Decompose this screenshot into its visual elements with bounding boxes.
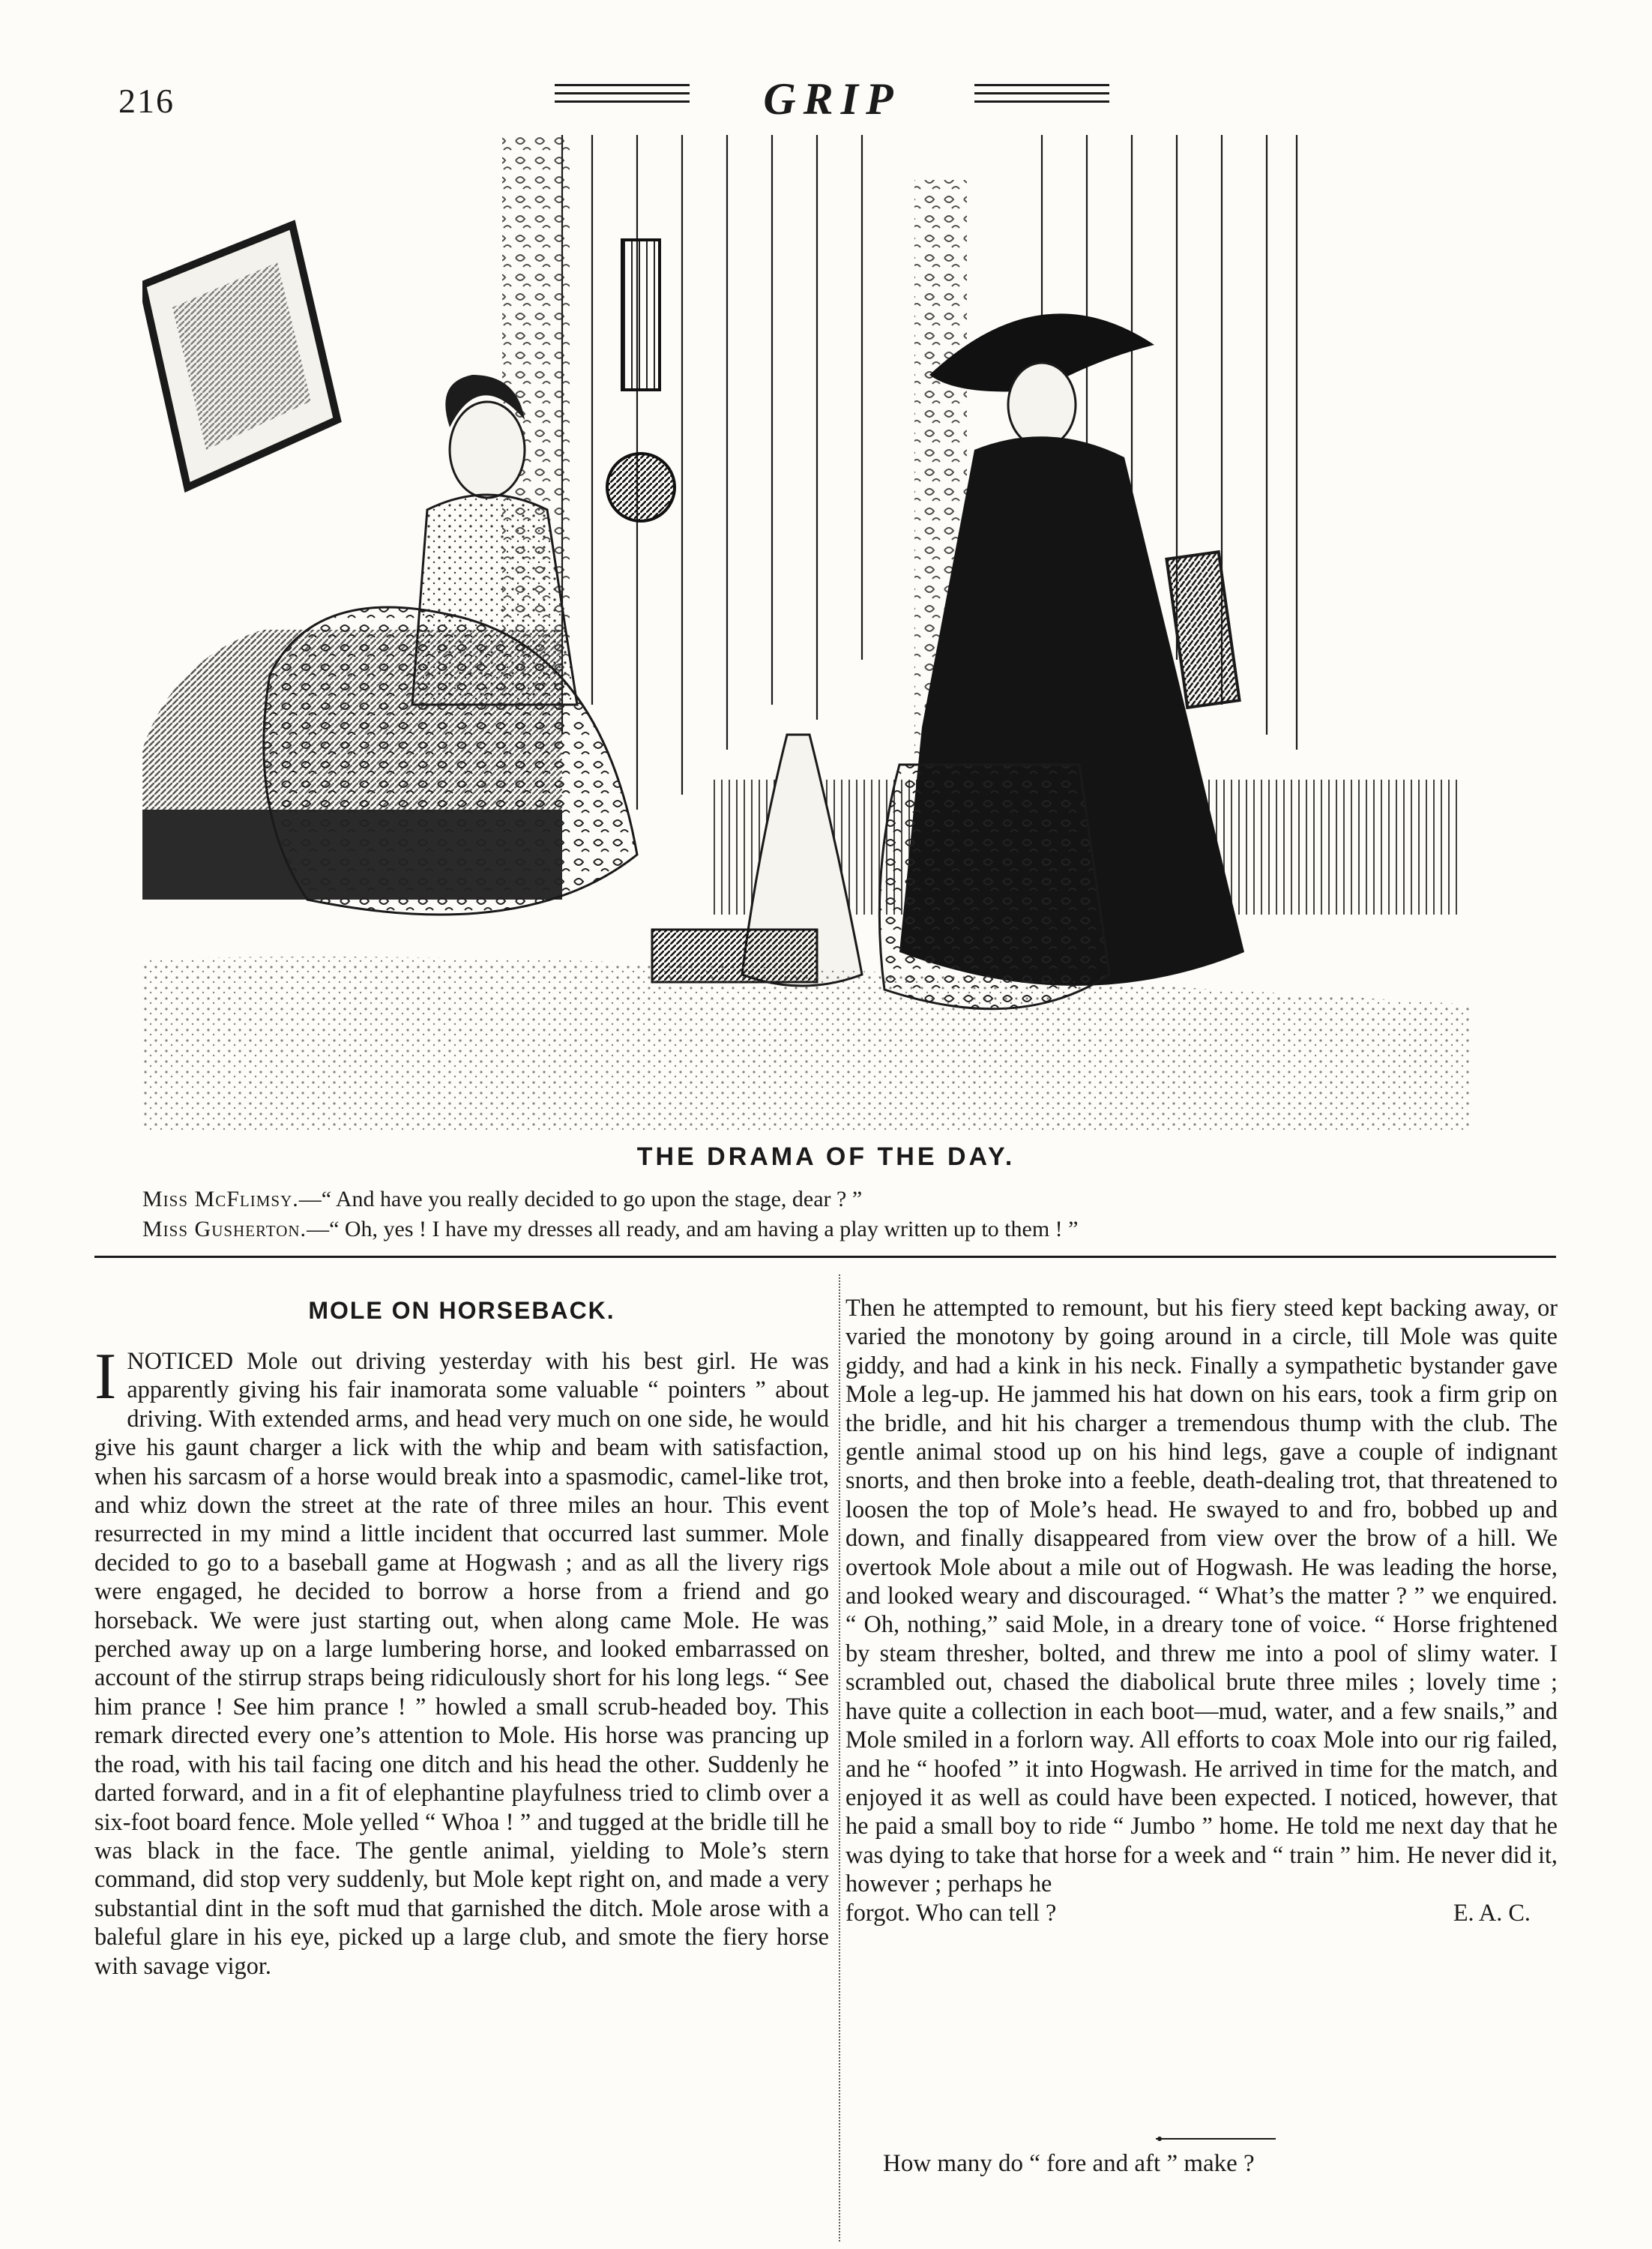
column-divider xyxy=(839,1274,840,2242)
article-body-left: NOTICED Mole out driving yesterday with his best girl. He was apparently giving his fair inamorata some valuable “ pointers ” about driving. With extended arms, and head very much on one side, he would give his gaunt charger a lick with the whip and beam with satisfaction, when his sarcasm of a horse would break into a spasmodic, camel-like trot, and whiz down the street at the rate of three miles an hour. This event resurrected in my mind a little incident that occurred last summer. Mole decided to go to a baseball game at Hogwash ; and as all the livery rigs were engaged, he decided to borrow a horse from a friend and go horseback. We were just starting out, when along came Mole. He was perched away up on a large lumbering horse, and looked embarrassed on account of the stirrup straps being ridiculously short for his long legs. “ See him prance ! See him prance ! ” howled a small scrub-headed boy. This remark directed every one’s attention to Mole. His horse was prancing up the road, with his tail facing one ditch and his head the other. Suddenly he darted forward, and in a fit of elephantine playfulness tried to climb over a six-foot board fence. Mole yelled “ Whoa ! ” and tugged at the bridle till he was black in the face. The gentle animal, yielding to Mole’s stern command, did stop very suddenly, but Mole kept right on, and made a very substantial dint in the soft mud that garnished the ditch. Mole arose with a baleful glare in his eye, picked up a large club, and smote the fiery horse with savage vigor. xyxy=(94,1347,829,1979)
caption-title: THE DRAMA OF THE DAY. xyxy=(636,1142,1016,1171)
riddle-text: How many do “ fore and aft ” make ? xyxy=(883,2150,1255,2177)
picture-frame xyxy=(142,225,337,487)
separator-rule xyxy=(1156,2138,1276,2140)
section-rule xyxy=(94,1256,1556,1258)
masthead xyxy=(555,73,1109,126)
engraving-illustration xyxy=(142,135,1469,1132)
page-number: 216 xyxy=(118,82,175,120)
article-heading: MOLE ON HORSEBACK. xyxy=(308,1297,615,1324)
article-signoff xyxy=(845,1898,1558,1927)
dialogue-line xyxy=(142,1184,1078,1214)
article-body-right: Then he attempted to remount, but his fiery steed kept backing away, or varied the monotony by going around in a circle, till Mole was quite giddy, and had a kink in his neck. Finally a sympathetic bystander gave Mole a leg-up. He jammed his hat down on his ears, took a firm grip on the bridle, and hit his charger a tremendous thump with the club. The gentle animal stood up on his hind legs, gave a couple of indignant snorts, and then broke into a feeble, death-dealing trot, that threatened to loosen the top of Mole’s head. He swayed to and fro, bobbed up and down, and finally disappeared from view over the brow of a hill. We overtook Mole about a mile out of Hogwash. He was leading the horse, and looked weary and discouraged. “ What’s the matter ? ” we enquired. “ Oh, nothing,” said Mole, in a dreary tone of voice. “ Horse frightened by steam thresher, bolted, and threw me into a pool of slimy water. I scrambled out, chased the diabolical brute three miles ; lovely time ; have quite a collection in each boot—mud, water, and a few snails,” and Mole smiled in a forlorn way. All efforts to coax Mole into our rig failed, and he “ hoofed ” it into Hogwash. He arrived in time for the match, and enjoyed it as well as could have been expected. I noticed, however, that he paid a small boy to ride “ Jumbo ” home. He told me next day that he was dying to take that horse for a week and “ train ” him. He never did it, however ; perhaps he xyxy=(845,1294,1558,1897)
article-column-left xyxy=(94,1340,829,1980)
drop-cap: I xyxy=(94,1340,117,1413)
author-initials: E. A. C. xyxy=(1453,1898,1531,1926)
floor xyxy=(142,957,1469,1132)
masthead-title: GRIP xyxy=(763,74,901,124)
dialogue-speaker: Miss McFlimsy. xyxy=(142,1187,299,1211)
wall-clock xyxy=(607,240,675,521)
dialogue-speaker: Miss Gusherton. xyxy=(142,1217,307,1241)
dialogue-text: —“ And have you really decided to go upon the stage, dear ? ” xyxy=(298,1187,863,1211)
dialogue-text: —“ Oh, yes ! I have my dresses all ready, and am having a play written up to them ! ” xyxy=(307,1217,1079,1241)
article-last-line: forgot. Who can tell ? xyxy=(845,1898,1057,1926)
seated-woman-left xyxy=(264,375,637,915)
dialogue-line xyxy=(142,1214,1078,1244)
caption-dialogue xyxy=(142,1184,1078,1244)
masthead-rule-right xyxy=(974,84,1109,109)
article-column-right xyxy=(845,1293,1558,1927)
